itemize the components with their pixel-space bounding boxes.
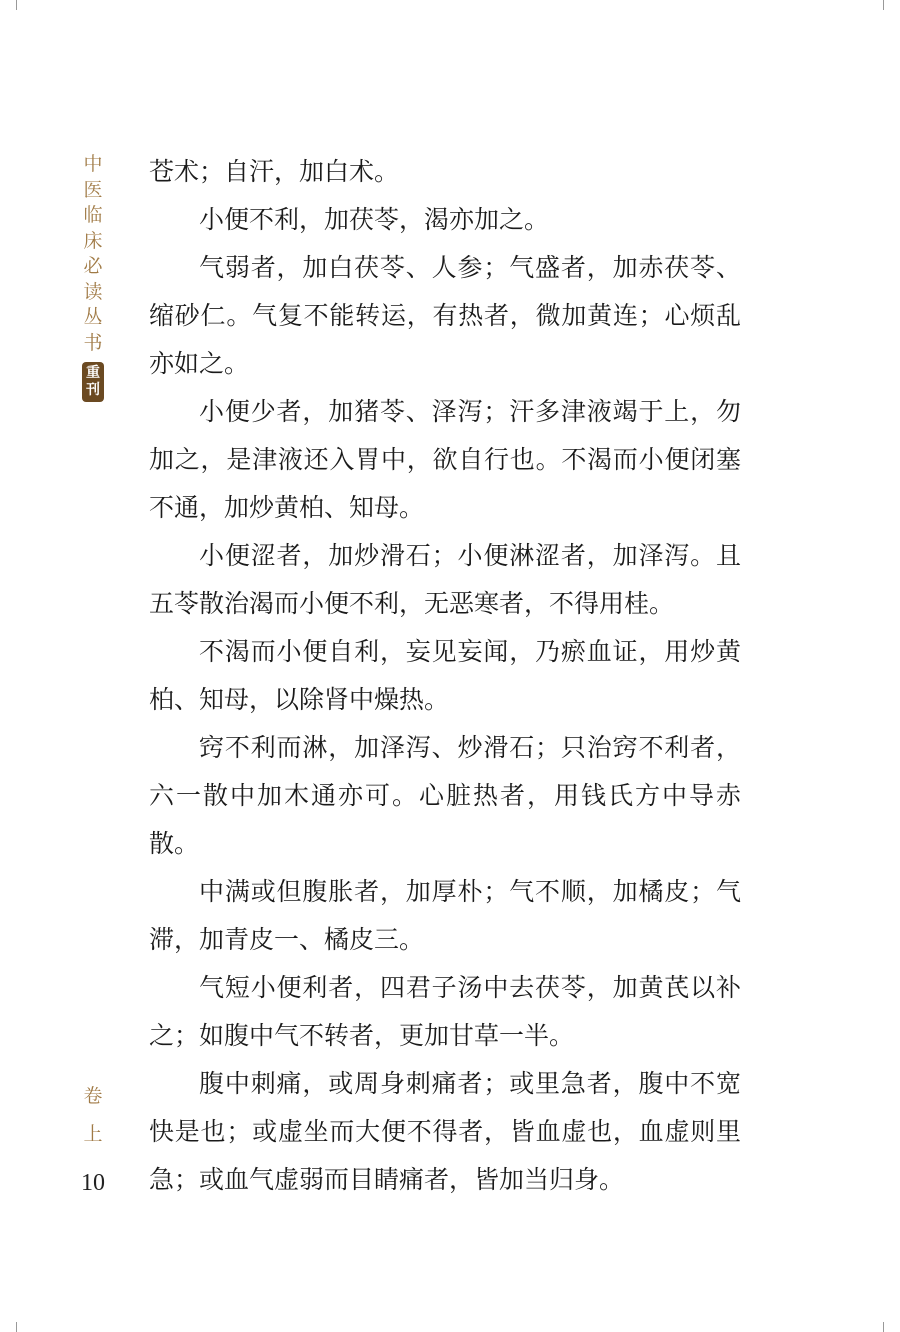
volume-char: 上 bbox=[83, 1123, 103, 1145]
seal-char: 刊 bbox=[86, 382, 100, 398]
crop-mark-bottom-left bbox=[16, 1322, 17, 1332]
paragraph: 不渴而小便自利，妄见妄闻，乃瘀血证，用炒黄柏、知母，以除肾中燥热。 bbox=[149, 637, 741, 714]
crop-mark-top-right bbox=[883, 0, 884, 10]
page-number: 10 bbox=[81, 1170, 105, 1196]
series-title-char: 书 bbox=[83, 331, 103, 354]
series-title-char: 床 bbox=[83, 229, 103, 252]
paragraph: 苍术；自汗，加白术。 bbox=[149, 157, 400, 186]
paragraph: 小便不利，加茯苓，渴亦加之。 bbox=[199, 205, 550, 234]
paragraph: 小便涩者，加炒滑石；小便淋涩者，加泽泻。且五苓散治渴而小便不利，无恶寒者，不得用桂。 bbox=[149, 541, 741, 618]
volume-char: 卷 bbox=[83, 1085, 103, 1107]
series-title-char: 丛 bbox=[83, 306, 103, 328]
paragraph: 气短小便利者，四君子汤中去茯苓，加黄芪以补之；如腹中气不转者，更加甘草一半。 bbox=[149, 973, 741, 1050]
reissue-seal bbox=[82, 362, 104, 402]
series-title bbox=[78, 152, 108, 402]
series-title-char: 医 bbox=[83, 178, 103, 201]
series-title-char: 临 bbox=[83, 204, 103, 226]
series-title-char: 中 bbox=[83, 153, 103, 175]
paragraph: 小便少者，加猪苓、泽泻；汗多津液竭于上，勿加之，是津液还入胃中，欲自行也。不渴而小便闭塞不通，加炒黄柏、知母。 bbox=[149, 397, 741, 522]
paragraph: 中满或但腹胀者，加厚朴；气不顺，加橘皮；气滞，加青皮一、橘皮三。 bbox=[149, 877, 741, 954]
paragraph: 气弱者，加白茯苓、人参；气盛者，加赤茯苓、缩砂仁。气复不能转运，有热者，微加黄连；心烦乱亦如之。 bbox=[149, 253, 741, 378]
volume-label bbox=[78, 1082, 108, 1158]
crop-mark-bottom-right bbox=[883, 1322, 884, 1332]
seal-char: 重 bbox=[86, 365, 100, 381]
paragraph: 腹中刺痛，或周身刺痛者；或里急者，腹中不宽快是也；或虚坐而大便不得者，皆血虚也，血虚则里急；或血气虚弱而目睛痛者，皆加当归身。 bbox=[149, 1069, 741, 1194]
paragraph: 窍不利而淋，加泽泻、炒滑石；只治窍不利者，六一散中加木通亦可。心脏热者，用钱氏方中导赤散。 bbox=[149, 733, 741, 858]
series-title-char: 读 bbox=[83, 280, 103, 303]
crop-mark-top-left bbox=[16, 0, 17, 10]
main-text bbox=[149, 148, 741, 1204]
series-title-char: 必 bbox=[83, 255, 103, 277]
